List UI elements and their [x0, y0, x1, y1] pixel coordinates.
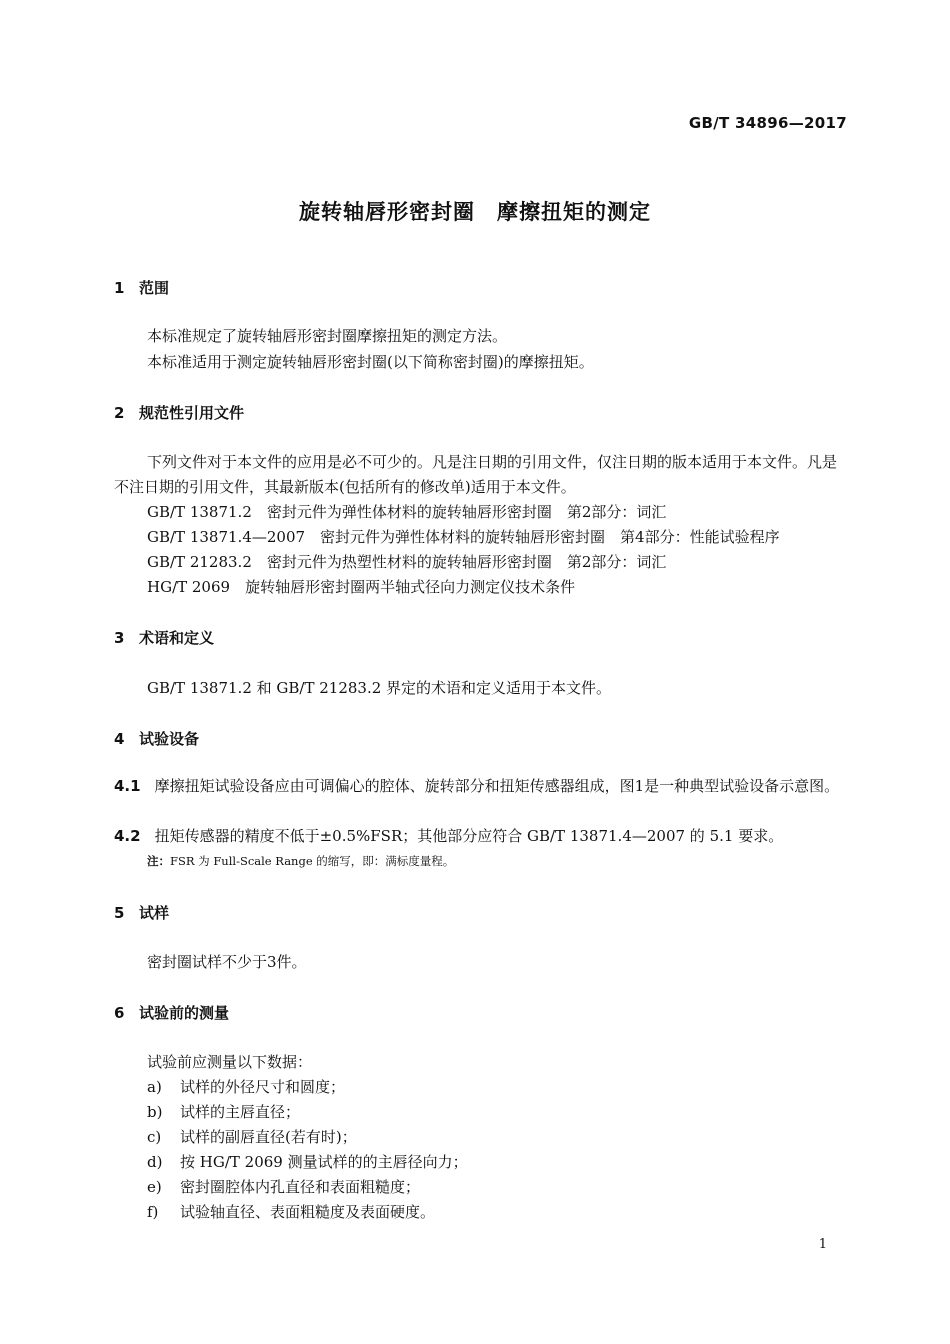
- reference-item: HG/T 2069 旋转轴唇形密封圈两半轴式径向力测定仪技术条件: [147, 578, 576, 596]
- clause-number: 4.1: [114, 777, 141, 795]
- list-item: [147, 1201, 435, 1222]
- paragraph: GB/T 13871.2 和 GB/T 21283.2 界定的术语和定义适用于本文件。: [147, 679, 612, 697]
- document-title: 旋转轴唇形密封圈 摩擦扭矩的测定: [299, 200, 651, 224]
- list-marker: c): [147, 1128, 162, 1146]
- list-text: 按 HG/T 2069 测量试样的的主唇径向力；: [180, 1153, 468, 1171]
- note-label: 注：: [147, 854, 170, 868]
- note-text: FSR 为 Full-Scale Range 的缩写，即：满标度量程。: [170, 854, 455, 868]
- paragraph-text: 下列文件对于本文件的应用是必不可少的。凡是注日期的引用文件，仅注日期的版本适用于本文件。凡是不注日期的引用文件，其最新版本(包括所有的修改单)适用于本文件。: [114, 453, 838, 496]
- paragraph: 本标准规定了旋转轴唇形密封圈摩擦扭矩的测定方法。: [147, 327, 508, 345]
- paragraph: [114, 450, 850, 500]
- list-item: [147, 1176, 420, 1197]
- standard-code: GB/T 34896—2017: [688, 114, 847, 132]
- paragraph: 试验前应测量以下数据：: [147, 1053, 313, 1071]
- section-4-heading: [114, 728, 199, 749]
- section-title: 试验设备: [139, 730, 200, 748]
- list-marker: b): [147, 1103, 163, 1121]
- section-1-heading: [114, 277, 169, 298]
- section-5-heading: [114, 902, 169, 923]
- list-text: 密封圈腔体内孔直径和表面粗糙度；: [180, 1178, 421, 1196]
- list-text: 试样的主唇直径；: [180, 1103, 301, 1121]
- section-number: 5: [114, 904, 125, 922]
- list-text: 试样的外径尺寸和圆度；: [180, 1078, 346, 1096]
- section-6-heading: [114, 1002, 229, 1023]
- section-number: 3: [114, 629, 125, 647]
- reference-item: GB/T 13871.2 密封元件为弹性体材料的旋转轴唇形密封圈 第2部分：词汇: [147, 503, 667, 521]
- list-text: 试验轴直径、表面粗糙度及表面硬度。: [180, 1203, 436, 1221]
- reference-item: GB/T 21283.2 密封元件为热塑性材料的旋转轴唇形密封圈 第2部分：词汇: [147, 553, 667, 571]
- list-item: [147, 1101, 300, 1122]
- list-item: [147, 1076, 345, 1097]
- list-marker: d): [147, 1153, 163, 1171]
- list-marker: f): [147, 1203, 159, 1221]
- list-item: [147, 1151, 468, 1172]
- section-title: 范围: [139, 279, 170, 297]
- note: [147, 853, 454, 869]
- section-2-heading: [114, 402, 244, 423]
- clause-number: 4.2: [114, 827, 141, 845]
- clause-text: 扭矩传感器的精度不低于±0.5%FSR；其他部分应符合 GB/T 13871.4—2007 的 5.1 要求。: [154, 827, 784, 845]
- section-3-heading: [114, 627, 214, 648]
- paragraph: 密封圈试样不少于3件。: [147, 953, 307, 971]
- clause-4-2: [114, 824, 854, 849]
- clause-text: 摩擦扭矩试验设备应由可调偏心的腔体、旋转部分和扭矩传感器组成，图1是一种典型试验设备示意图。: [154, 777, 840, 795]
- section-title: 试样: [139, 904, 170, 922]
- clause-4-1: [114, 774, 854, 799]
- reference-item: GB/T 13871.4—2007 密封元件为弹性体材料的旋转轴唇形密封圈 第4部分：性能试验程序: [147, 528, 780, 546]
- section-number: 6: [114, 1004, 125, 1022]
- list-item: [147, 1126, 357, 1147]
- paragraph: 本标准适用于测定旋转轴唇形密封圈(以下简称密封圈)的摩擦扭矩。: [147, 353, 594, 371]
- section-number: 4: [114, 730, 125, 748]
- list-marker: a): [147, 1078, 162, 1096]
- section-title: 规范性引用文件: [139, 404, 245, 422]
- section-number: 1: [114, 279, 125, 297]
- list-text: 试样的副唇直径(若有时)；: [180, 1128, 357, 1146]
- list-marker: e): [147, 1178, 162, 1196]
- section-title: 术语和定义: [139, 629, 215, 647]
- section-number: 2: [114, 404, 125, 422]
- section-title: 试验前的测量: [139, 1004, 230, 1022]
- page-number: 1: [818, 1237, 827, 1252]
